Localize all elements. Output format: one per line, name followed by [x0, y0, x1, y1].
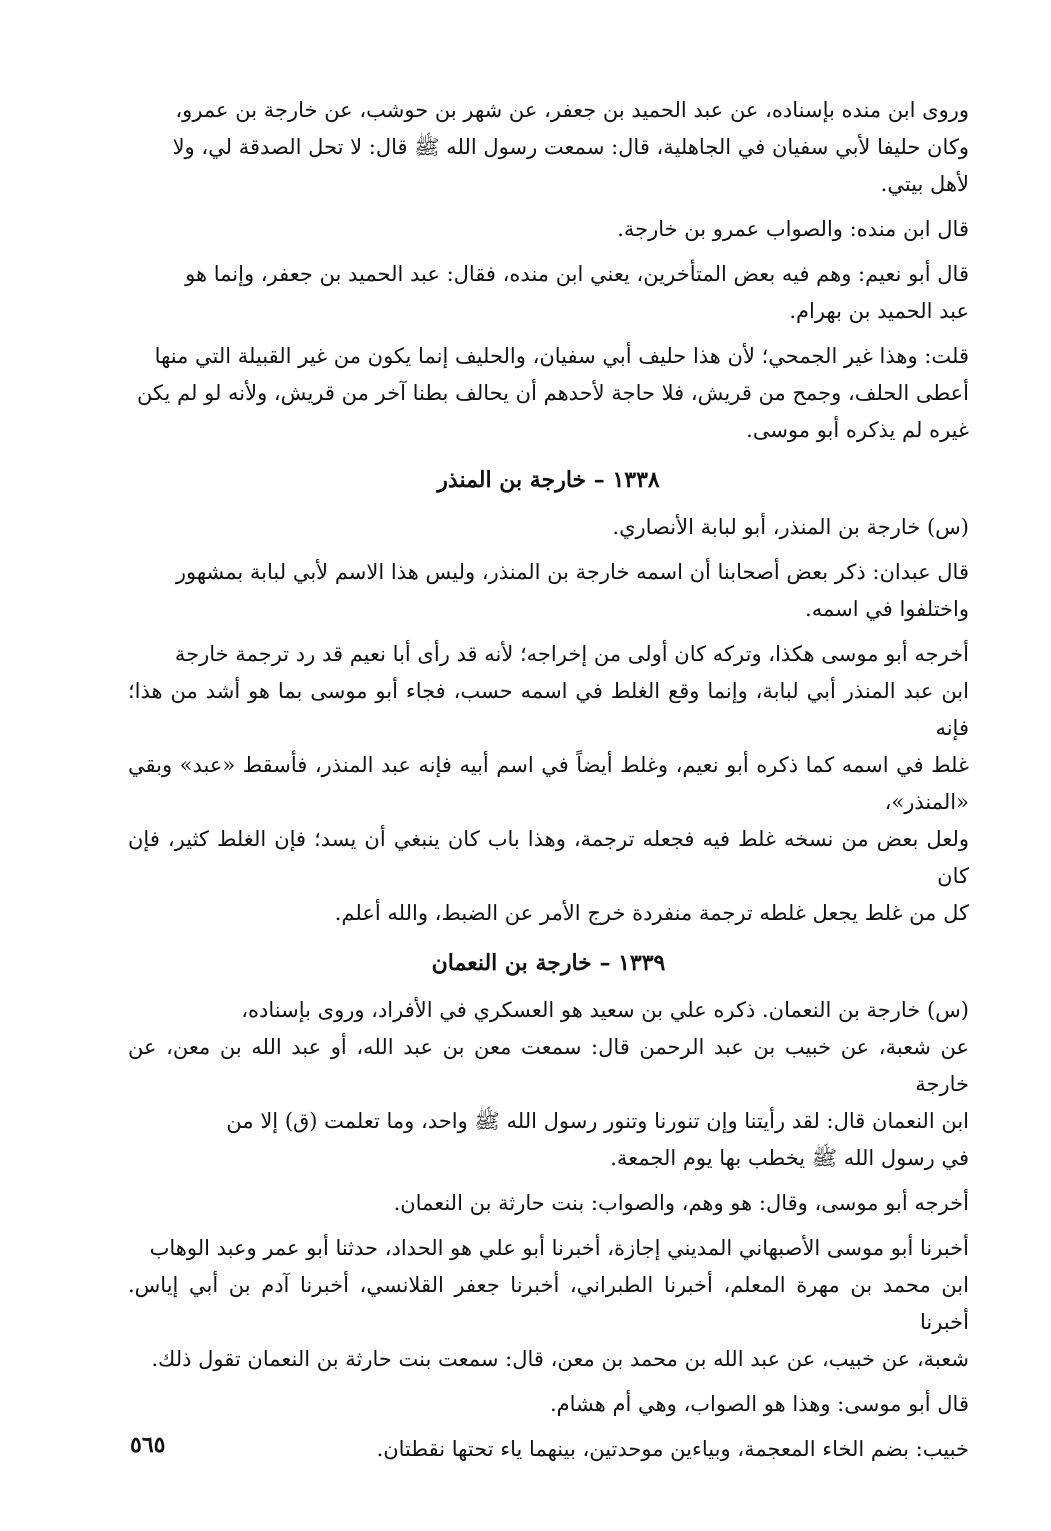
- paragraph: [128, 92, 969, 203]
- paragraph: [128, 509, 969, 546]
- text-line: واختلفوا في اسمه.: [805, 597, 969, 621]
- paragraph: [128, 1386, 969, 1423]
- paragraph: [128, 256, 969, 330]
- text-line: (س) خارجة بن النعمان. ذكره علي بن سعيد هو العسكري في الأفراد، وروى بإسناده،: [241, 998, 969, 1022]
- paragraph: [128, 1185, 969, 1222]
- text-line: لأهل بيتي.: [880, 172, 969, 196]
- text-line: قال أبو نعيم: وهم فيه بعض المتأخرين، يعني ابن منده، فقال: عبد الحميد بن جعفر، وإنما هو: [185, 262, 969, 286]
- text-line: في رسول الله ﷺ يخطب بها يوم الجمعة.: [610, 1146, 969, 1170]
- text-line: وروى ابن منده بإسناده، عن عبد الحميد بن جعفر، عن شهر بن حوشب، عن خارجة بن عمرو،: [175, 98, 969, 122]
- text-line: خبيب: بضم الخاء المعجمة، وبياءين موحدتين، بينهما ياء تحتها نقطتان.: [376, 1437, 969, 1461]
- paragraph: [128, 1431, 969, 1468]
- text-line: أعطى الحلف، وجمح من قريش، فلا حاجة لأحدهم أن يحالف بطنا آخر من قريش، ولأنه لو لم يكن: [136, 381, 969, 405]
- text-line: عن شعبة، عن خبيب بن عبد الرحمن قال: سمعت معن بن عبد الله، أو عبد الله بن معن، عن خارجة: [128, 1035, 969, 1096]
- text-line: أخبرنا أبو موسى الأصبهاني المديني إجازة، أخبرنا أبو علي هو الحداد، حدثنا أبو عمر وعبد الوهاب: [149, 1236, 969, 1260]
- text-line: (س) خارجة بن المنذر، أبو لبابة الأنصاري.: [612, 515, 969, 539]
- paragraph: [128, 211, 969, 248]
- text-line: قلت: وهذا غير الجمحي؛ لأن هذا حليف أبي سفيان، والحليف إنما يكون من غير القبيلة التي منها: [154, 344, 969, 368]
- paragraph: [128, 636, 969, 932]
- text-line: كل من غلط يجعل غلطه ترجمة منفردة خرج الأمر عن الضبط، والله أعلم.: [334, 901, 969, 925]
- paragraph: [128, 554, 969, 628]
- text-line: ابن عبد المنذر أبي لبابة، وإنما وقع الغلط في اسمه حسب، فجاء أبو موسى بما هو أشد من هذا؛ فإنه: [128, 679, 969, 740]
- text-line: أخرجه أبو موسى هكذا، وتركه كان أولى من إخراجه؛ لأنه قد رأى أبا نعيم قد رد ترجمة خارجة: [174, 642, 969, 666]
- entry-heading: ١٣٣٩ – خارجة بن النعمان: [431, 950, 666, 976]
- text-line: قال عبدان: ذكر بعض أصحابنا أن اسمه خارجة بن المنذر، وليس هذا الاسم لأبي لبابة بمشهور: [175, 560, 969, 584]
- paragraph: [128, 1230, 969, 1378]
- text-line: قال ابن منده: والصواب عمرو بن خارجة.: [617, 217, 969, 241]
- page-body: [128, 92, 969, 1468]
- paragraph: [128, 338, 969, 449]
- text-line: قال أبو موسى: وهذا هو الصواب، وهي أم هشام.: [549, 1392, 969, 1416]
- text-line: أخرجه أبو موسى، وقال: هو وهم، والصواب: بنت حارثة بن النعمان.: [393, 1191, 969, 1215]
- text-line: غلط في اسمه كما ذكره أبو نعيم، وغلط أيضاً في اسم أبيه فإنه عبد المنذر، فأسقط «عبد» وبقي «المنذر»،: [128, 753, 969, 814]
- page-number: ٥٦٥: [130, 1432, 166, 1458]
- text-line: ولعل بعض من نسخه غلط فيه فجعله ترجمة، وهذا باب كان ينبغي أن يسد؛ فإن الغلط كثير، فإن كان: [128, 827, 969, 888]
- entry-heading: ١٣٣٨ – خارجة بن المنذر: [437, 467, 660, 493]
- text-line: ابن النعمان قال: لقد رأيتنا وإن تنورنا وتنور رسول الله ﷺ واحد، وما تعلمت (ق) إلا من: [226, 1109, 969, 1133]
- text-line: غيره لم يذكره أبو موسى.: [746, 418, 969, 442]
- text-line: شعبة، عن خبيب، عن عبد الله بن محمد بن معن، قال: سمعت بنت حارثة بن النعمان تقول ذلك.: [151, 1347, 969, 1371]
- paragraph: [128, 992, 969, 1177]
- text-line: عبد الحميد بن بهرام.: [789, 299, 969, 323]
- text-line: ابن محمد بن مهرة المعلم، أخبرنا الطبراني، أخبرنا جعفر القلانسي، أخبرنا آدم بن أبي إياس. أخبرنا: [128, 1273, 969, 1334]
- text-line: وكان حليفا لأبي سفيان في الجاهلية، قال: سمعت رسول الله ﷺ قال: لا تحل الصدقة لي، ولا: [172, 135, 969, 159]
